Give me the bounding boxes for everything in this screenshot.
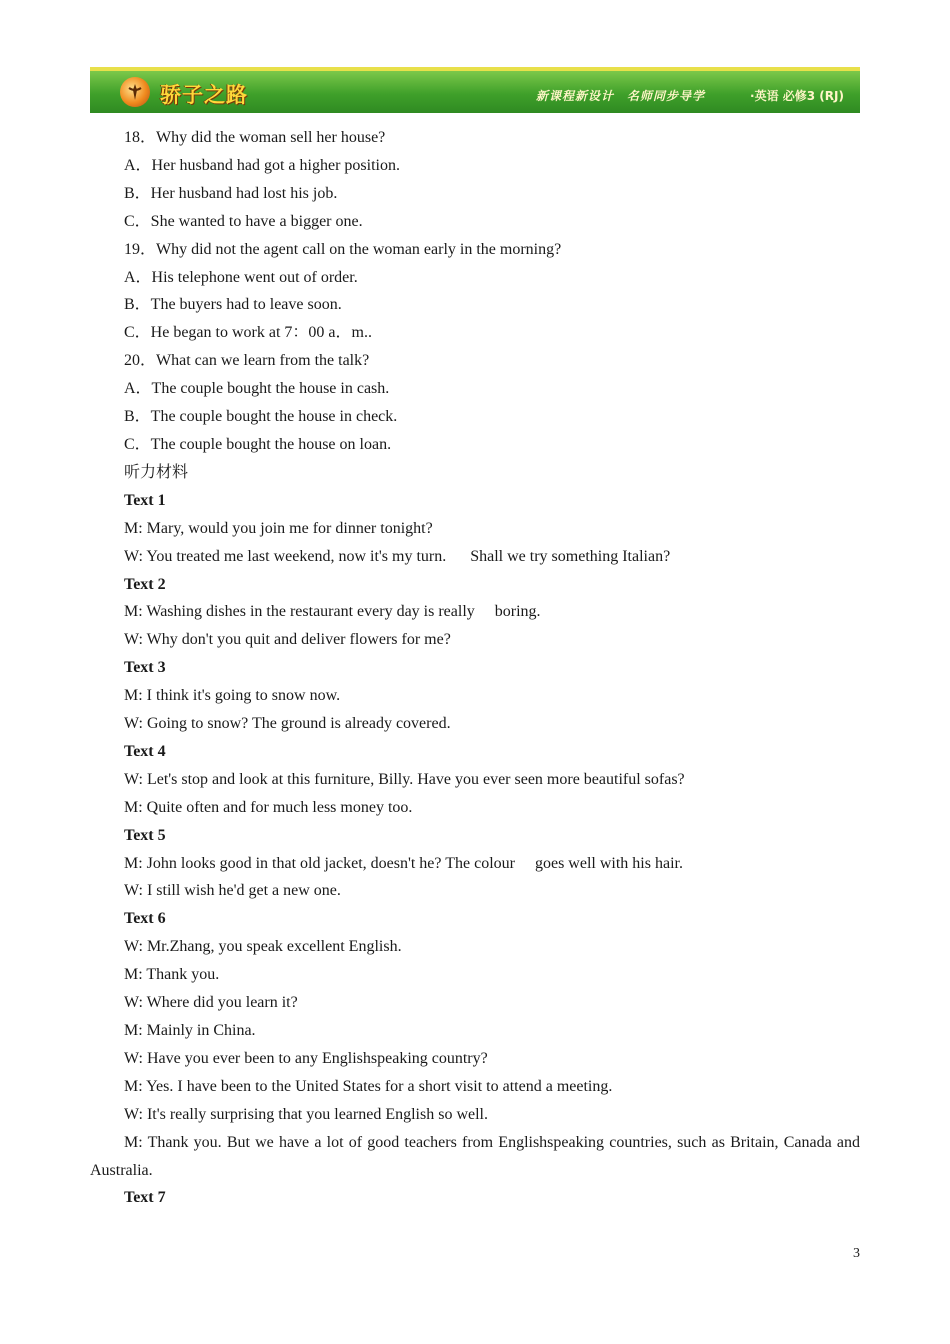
text-line: M: Washing dishes in the restaurant every day is really boring. bbox=[124, 603, 541, 621]
text-line: A．Her husband had got a higher position. bbox=[124, 156, 400, 174]
text-line: B．The couple bought the house in check. bbox=[124, 408, 398, 426]
text-line: C．He began to work at 7：00 a．m.. bbox=[124, 324, 372, 342]
text-line: W: Let's stop and look at this furniture, Billy. Have you ever seen more beautiful sofas? bbox=[124, 770, 685, 788]
text-line: M: Yes. I have been to the United States for a short visit to attend a meeting. bbox=[124, 1077, 613, 1095]
text-line: M: Mary, would you join me for dinner tonight? bbox=[124, 519, 433, 537]
logo-icon bbox=[120, 77, 150, 107]
text-line: C．She wanted to have a bigger one. bbox=[124, 212, 363, 230]
text-line: A．The couple bought the house in cash. bbox=[124, 380, 390, 398]
text-line: B．The buyers had to leave soon. bbox=[124, 296, 342, 314]
text-line: W: It's really surprising that you learned English so well. bbox=[124, 1105, 488, 1123]
page-number: 3 bbox=[853, 1246, 860, 1261]
text-line: 19．Why did not the agent call on the woman early in the morning? bbox=[124, 240, 562, 258]
text-line: A．His telephone went out of order. bbox=[124, 268, 358, 286]
header-banner bbox=[90, 67, 860, 113]
brand-title: 骄子之路 bbox=[160, 83, 248, 107]
text-line: 18．Why did the woman sell her house? bbox=[124, 129, 386, 146]
text-line: M: I think it's going to snow now. bbox=[124, 687, 341, 705]
section-heading: Text 5 bbox=[124, 826, 166, 844]
section-heading: Text 7 bbox=[124, 1189, 166, 1207]
text-line: M: Thank you. bbox=[124, 966, 220, 984]
text-line: M: Quite often and for much less money too. bbox=[124, 798, 413, 816]
text-line: W: Why don't you quit and deliver flowers for me? bbox=[124, 631, 451, 649]
text-line: M: John looks good in that old jacket, doesn't he? The colour goes well with his hair. bbox=[124, 854, 683, 872]
text-line: W: You treated me last weekend, now it's my turn. Shall we try something Italian? bbox=[124, 547, 671, 565]
subject-label: ·英语 必修3 (RJ) bbox=[750, 89, 844, 103]
section-heading: Text 4 bbox=[124, 742, 166, 760]
series-title: 新课程新设计 名师同步导学 bbox=[535, 89, 705, 103]
section-heading: Text 1 bbox=[124, 491, 166, 509]
text-line: B．Her husband had lost his job. bbox=[124, 184, 338, 202]
text-line: W: I still wish he'd get a new one. bbox=[124, 882, 341, 900]
text-line: W: Going to snow? The ground is already covered. bbox=[124, 715, 451, 733]
section-heading: Text 2 bbox=[124, 575, 166, 593]
text-line: W: Have you ever been to any Englishspeaking country? bbox=[124, 1049, 488, 1067]
text-line: W: Where did you learn it? bbox=[124, 994, 298, 1012]
section-heading: Text 6 bbox=[124, 910, 166, 928]
text-line: W: Mr.Zhang, you speak excellent English. bbox=[124, 938, 402, 956]
section-heading: Text 3 bbox=[124, 659, 166, 677]
text-line: M: Mainly in China. bbox=[124, 1022, 256, 1039]
text-line: C．The couple bought the house on loan. bbox=[124, 435, 392, 453]
text-line: M: Thank you. But we have a lot of good teachers from Englishspeaking countries, such as Britain, Canada and Australia. bbox=[90, 1133, 860, 1179]
document-body bbox=[90, 124, 860, 1212]
text-line: 20．What can we learn from the talk? bbox=[124, 352, 370, 370]
text-line: 听力材料 bbox=[124, 463, 189, 481]
